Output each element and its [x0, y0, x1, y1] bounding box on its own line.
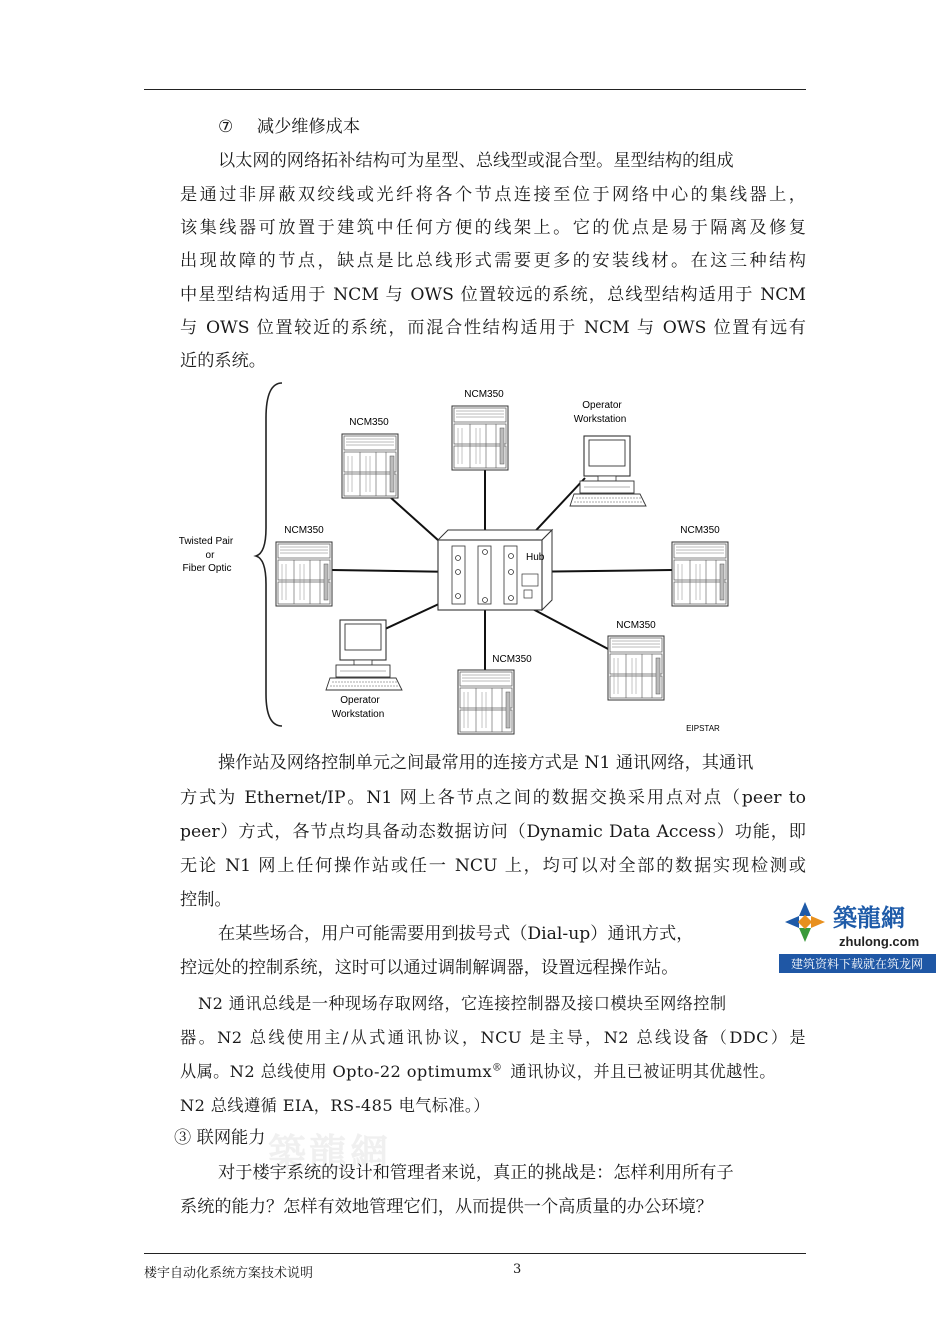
ncm-icon: [342, 434, 398, 498]
paragraph-line: 系统的能力？怎样有效地管理它们，从而提供一个高质量的办公环境？: [180, 1197, 713, 1217]
clock-bullet-icon: ⑦: [218, 117, 234, 137]
paragraph-line: 方式为 Ethernet/IP。N1 网上各节点之间的数据交换采用点对点（peer to: [180, 788, 806, 808]
site-logo: [779, 890, 936, 973]
n2-line: N2 总线遵循 EIA，RS-485 电气标准。）: [180, 1096, 490, 1115]
paragraph-line: 控远处的控制系统，这时可以通过调制解调器，设置远程操作站。: [180, 958, 679, 978]
workstation-icon: [326, 620, 402, 690]
ncm-icon: [276, 542, 332, 606]
workstation-icon: [570, 436, 646, 506]
paragraph-line: 近的系统。: [180, 351, 266, 371]
ncm-label: NCM350: [492, 654, 532, 665]
paragraph-line: 中星型结构适用于 NCM 与 OWS 位置较远的系统，总线型结构适用于 NCM: [180, 285, 806, 305]
workstation-label: Workstation: [331, 709, 385, 720]
workstation-label: Operator: [582, 400, 622, 411]
ncm-icon: [458, 670, 514, 734]
medium-label: Twisted Pair: [178, 536, 234, 547]
ncm-icon: [452, 406, 508, 470]
n2-line-with-sup: [180, 1055, 776, 1089]
logo-graphic: [779, 890, 936, 973]
n2-line-part: 通讯协议，并且已被证明其优越性。: [510, 1062, 776, 1081]
ncm-label: NCM350: [284, 525, 324, 536]
ncm-icon: [608, 636, 664, 700]
paragraph-line: 该集线器可放置于建筑中任何方便的线架上。它的优点是易于隔离及修复: [180, 218, 806, 238]
bullet-text: 减少维修成本: [256, 117, 361, 137]
footer-rule: [144, 1253, 806, 1254]
ncm-label: NCM350: [616, 620, 656, 631]
workstation-label: Operator: [340, 695, 380, 706]
medium-label: or: [205, 550, 215, 561]
paragraph-line: 出现故障的节点，缺点是比总线形式需要更多的安装线材。在这三种结构: [180, 251, 806, 271]
logo-cn: 築龍網: [833, 905, 905, 932]
logo-banner: 建筑资料下载就在筑龙网: [790, 957, 924, 971]
ncm-label: NCM350: [680, 525, 720, 536]
paragraph-line: peer）方式，各节点均具备动态数据访问（Dynamic Data Access）功能，即: [180, 822, 806, 842]
hub-label: Hub: [526, 552, 545, 563]
paragraph-line: 无论 N1 网上任何操作站或任一 NCU 上，均可以对全部的数据实现检测或: [180, 856, 806, 876]
ncm-label: NCM350: [349, 417, 389, 428]
paragraph-line: 对于楼宇系统的设计和管理者来说，真正的挑战是：怎样利用所有子: [218, 1163, 734, 1183]
paragraph-line: 是通过非屏蔽双绞线或光纤将各个节点连接至位于网络中心的集线器上，: [180, 185, 806, 205]
n2-line: 器。N2 总线使用主/从式通讯协议，NCU 是主导，N2 总线设备（DDC）是: [180, 1028, 806, 1047]
hub: [438, 530, 552, 610]
n2-line-part: 从属。N2 总线使用 Opto-22 optimumx: [180, 1062, 493, 1081]
ncm-label: NCM350: [464, 389, 504, 400]
watermark-text: 築龍網: [268, 1130, 392, 1175]
footer-title: 楼宇自动化系统方案技术说明: [144, 1266, 314, 1281]
n2-line: N2 通讯总线是一种现场存取网络，它连接控制器及接口模块至网络控制: [198, 994, 727, 1013]
logo-en: zhulong.com: [839, 934, 920, 949]
page-number: 3: [513, 1262, 522, 1277]
paragraph-line: 在某些场合，用户可能需要用到拔号式（Dial-up）通讯方式，: [218, 924, 694, 944]
ncm-icon: [672, 542, 728, 606]
section-heading: ③ 联网能力: [174, 1128, 266, 1148]
medium-label: Fiber Optic: [182, 563, 232, 574]
paragraph-line: 以太网的网络拓补结构可为星型、总线型或混合型。星型结构的组成: [218, 151, 734, 171]
network-topology-diagram: [170, 378, 750, 740]
workstation-label: Workstation: [573, 414, 627, 425]
paragraph-line: 操作站及网络控制单元之间最常用的连接方式是 N1 通讯网络，其通讯: [218, 753, 754, 773]
diagram-credit: EIPSTAR: [686, 724, 720, 733]
header-rule: [144, 89, 806, 90]
paragraph-line: 控制。: [180, 890, 232, 910]
registered-mark: ®: [492, 1062, 503, 1074]
paragraph-line: 与 OWS 位置较近的系统，而混合性结构适用于 NCM 与 OWS 位置有远有: [180, 318, 806, 338]
bullet-item: [218, 111, 360, 145]
